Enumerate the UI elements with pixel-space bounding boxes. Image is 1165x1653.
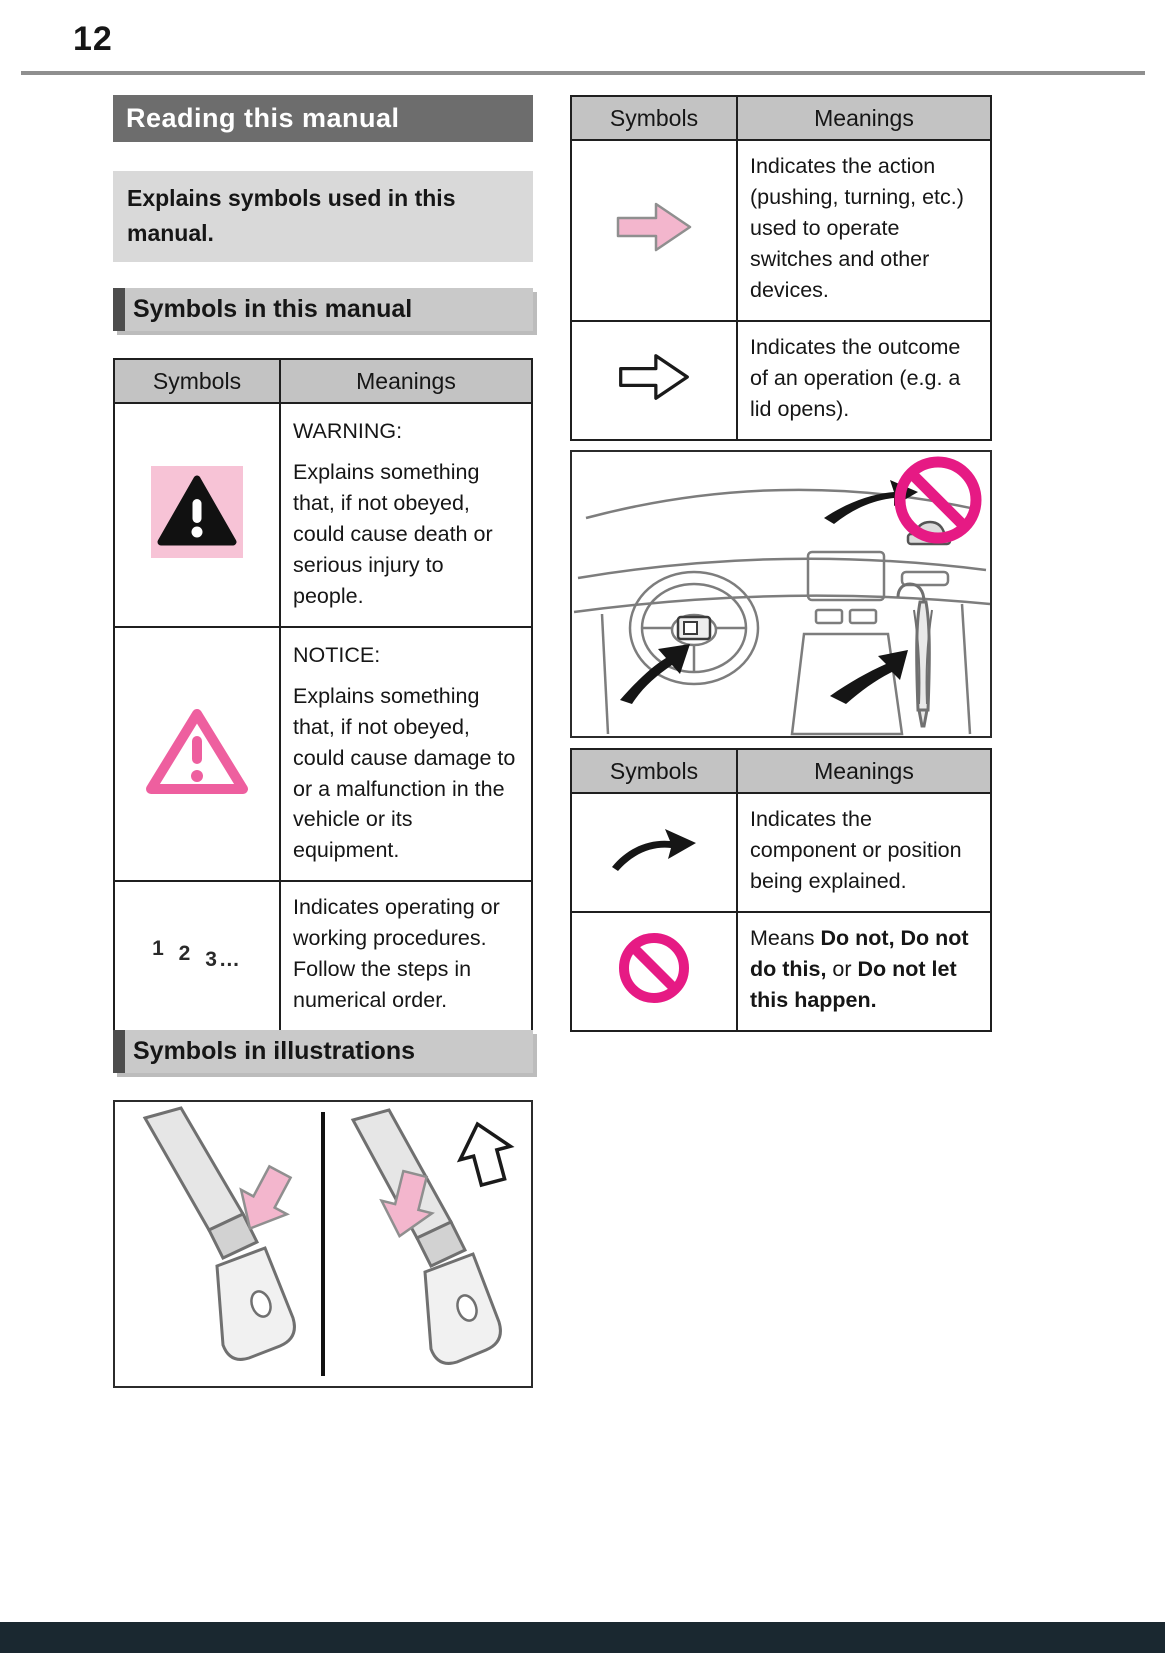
row-heading: NOTICE: <box>293 642 381 667</box>
symbol-cell <box>571 912 737 1031</box>
pointer-arrow-to-wheel <box>620 644 690 704</box>
symbols-in-manual-table <box>113 358 533 1032</box>
swoosh-pointer-arrow-icon <box>608 823 700 875</box>
prohibition-circle-icon <box>615 929 693 1007</box>
meaning-cell <box>737 140 991 321</box>
steps-sequence-symbol <box>114 881 280 1031</box>
section-symbols-in-illustrations <box>113 1030 533 1073</box>
row-body: Indicates operating or working procedures. Follow the steps in numerical order. <box>293 895 500 1013</box>
belt-strap <box>145 1108 243 1230</box>
intro-text: Explains symbols used in this manual. <box>127 185 456 246</box>
step-digit: 3… <box>205 948 242 972</box>
warning-triangle-icon <box>151 466 243 558</box>
text-normal: Means <box>750 925 821 950</box>
section-title: Symbols in this manual <box>133 295 413 323</box>
meaning-cell <box>737 912 991 1031</box>
table-row-outcome <box>571 321 991 440</box>
symbol-cell <box>114 403 280 627</box>
page-footer-bar <box>0 1622 1165 1653</box>
row-body <box>750 923 978 1016</box>
text-bold: Do not, Do not do this, <box>750 925 969 981</box>
meaning-cell <box>280 627 532 882</box>
text-normal: or <box>826 956 858 981</box>
column-header-symbols: Symbols <box>571 749 737 793</box>
symbol-cell <box>571 321 737 440</box>
page-number: 12 <box>73 20 113 58</box>
row-body: Indicates the outcome of an operation (e.g. a lid opens). <box>750 334 961 421</box>
section-symbols-in-manual <box>113 288 533 331</box>
dashboard-illustration <box>572 452 990 736</box>
symbol-cell <box>571 793 737 912</box>
table-row-component <box>571 793 991 912</box>
seatbelt-illustration-panel <box>113 1100 533 1388</box>
step-digit: 2 <box>178 942 193 966</box>
section-title: Symbols in illustrations <box>133 1037 415 1065</box>
table-header-row <box>571 749 991 793</box>
component-symbols-table <box>570 748 992 1032</box>
row-body: Indicates the action (pushing, turning, etc.) used to operate switches and other devices. <box>750 154 964 302</box>
column-header-meanings: Meanings <box>737 749 991 793</box>
text-bold: Do not let this happen. <box>750 956 957 1012</box>
notice-triangle-icon <box>145 705 249 797</box>
meaning-cell <box>737 321 991 440</box>
intro-box <box>113 171 533 262</box>
symbol-cell <box>114 627 280 882</box>
meaning-cell <box>737 793 991 912</box>
action-symbols-table <box>570 95 992 441</box>
table-row-notice <box>114 627 532 882</box>
table-row-prohibition <box>571 912 991 1031</box>
chapter-title: Reading this manual <box>126 103 400 133</box>
table-row-steps <box>114 881 532 1031</box>
dashboard-illustration-panel <box>570 450 992 738</box>
table-row-action <box>571 140 991 321</box>
top-divider-rule <box>21 71 1145 75</box>
column-header-symbols: Symbols <box>114 359 280 403</box>
table-header-row <box>114 359 532 403</box>
column-header-meanings: Meanings <box>737 96 991 140</box>
row-heading: WARNING: <box>293 419 403 443</box>
pink-block-arrow-icon <box>614 199 694 255</box>
table-header-row <box>571 96 991 140</box>
key-card-detail <box>684 622 697 634</box>
row-body: Explains something that, if not obeyed, could cause damage to or a malfunction in the vehicle or its equipment. <box>293 683 516 863</box>
column-header-meanings: Meanings <box>280 359 532 403</box>
outline-release-arrow-icon <box>452 1117 518 1188</box>
row-body: Explains something that, if not obeyed, could cause death or serious injury to people. <box>293 459 493 608</box>
meaning-cell <box>280 403 532 627</box>
column-header-symbols: Symbols <box>571 96 737 140</box>
step-digit: 1 <box>152 937 166 961</box>
seatbelt-illustration <box>115 1102 531 1386</box>
table-row-warning <box>114 403 532 627</box>
chapter-title-banner <box>113 95 533 142</box>
outline-block-arrow-icon <box>617 351 691 403</box>
symbol-cell <box>571 140 737 321</box>
row-body: Indicates the component or position being explained. <box>750 807 962 893</box>
meaning-cell <box>280 881 532 1031</box>
